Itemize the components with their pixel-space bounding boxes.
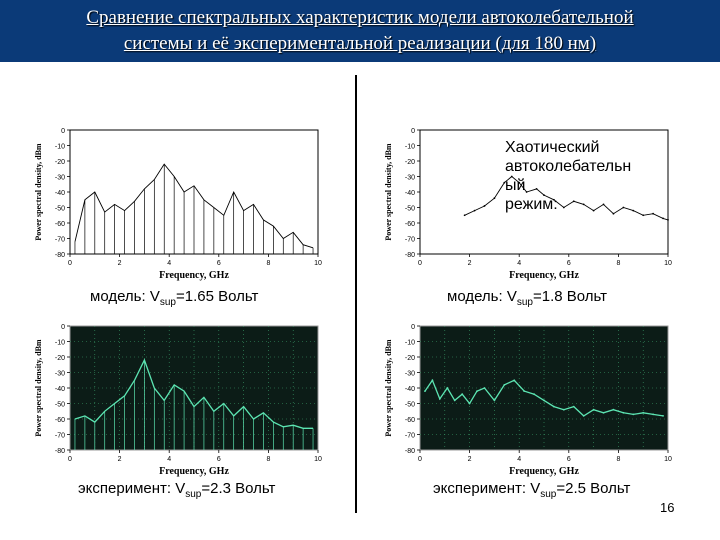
data-point	[503, 384, 505, 386]
y-tick-label: -50	[404, 401, 415, 409]
center-divider	[355, 75, 357, 513]
x-tick-label: 8	[266, 260, 271, 267]
y-axis-label: Power spectral density, dBm	[34, 143, 43, 241]
y-tick-label: -70	[404, 432, 415, 440]
x-axis-label: Frequency, GHz	[159, 270, 229, 281]
y-tick-label: -40	[54, 190, 65, 197]
slide-title-line-2: системы и её экспериментальной реализации (для 180 нм)	[123, 33, 597, 54]
x-tick-label: 0	[418, 456, 422, 463]
x-tick-label: 6	[566, 456, 571, 463]
y-tick-label: -60	[54, 221, 65, 228]
y-tick-label: -50	[54, 205, 65, 213]
data-point	[613, 409, 615, 411]
y-tick-label: -10	[404, 143, 415, 151]
y-tick-label: -30	[404, 174, 415, 182]
y-tick-label: -10	[404, 339, 415, 347]
x-tick-label: 10	[314, 456, 322, 463]
slide-title	[0, 0, 720, 62]
caption-model-1-8v: модель: $V_{sup}=1.8$ Вольт	[447, 288, 608, 308]
slide-title-line-1: Сравнение спектральных характеристик модели автоколебательной	[86, 7, 634, 28]
y-tick-label: -80	[404, 252, 415, 259]
annotation-line-3: ый	[505, 177, 526, 194]
y-tick-label: -80	[404, 448, 415, 455]
x-tick-label: 0	[68, 260, 72, 267]
y-tick-label: -30	[404, 370, 415, 378]
y-tick-label: -80	[54, 448, 65, 455]
data-point	[454, 400, 456, 402]
y-tick-label: 0	[411, 128, 415, 135]
data-point	[424, 390, 426, 392]
chart-svg	[30, 318, 330, 478]
data-point	[439, 398, 441, 400]
y-tick-label: -30	[54, 174, 65, 182]
data-point	[533, 393, 535, 395]
data-point	[494, 197, 496, 199]
x-tick-label: 10	[314, 260, 322, 267]
x-axis-label: Frequency, GHz	[509, 270, 579, 281]
y-tick-label: -20	[404, 159, 415, 166]
y-tick-label: -10	[54, 143, 65, 151]
caption-experiment-2-3v: эксперимент: $V_{sup}=2.3$ Вольт	[78, 480, 276, 500]
x-tick-label: 10	[664, 260, 672, 267]
data-point	[593, 409, 595, 411]
x-tick-label: 4	[517, 456, 522, 463]
y-tick-label: -40	[404, 190, 415, 197]
data-point	[652, 413, 654, 415]
data-point	[474, 210, 476, 212]
x-tick-label: 2	[467, 456, 472, 463]
data-point	[461, 393, 463, 395]
x-tick-label: 0	[418, 260, 422, 267]
spectrum-model-1-65v	[30, 122, 330, 282]
spectrum-experiment-2-5v	[380, 318, 680, 478]
y-tick-label: -70	[54, 236, 65, 244]
y-tick-label: -10	[54, 339, 65, 347]
y-tick-label: -20	[54, 355, 65, 362]
data-point	[464, 214, 466, 216]
x-tick-label: 4	[167, 456, 172, 463]
caption-experiment-2-5v: эксперимент: $V_{sup}=2.5$ Вольт	[433, 480, 631, 500]
y-tick-label: -60	[54, 417, 65, 424]
data-point	[476, 390, 478, 392]
x-tick-label: 6	[216, 456, 221, 463]
y-tick-label: -50	[404, 205, 415, 213]
chart-svg	[30, 122, 330, 282]
data-point	[603, 412, 605, 414]
y-tick-label: -20	[54, 159, 65, 166]
x-tick-label: 10	[664, 456, 672, 463]
data-point	[513, 379, 515, 381]
x-tick-label: 2	[467, 260, 472, 267]
chaotic-mode-annotation	[505, 138, 655, 214]
x-tick-label: 4	[517, 260, 522, 267]
y-tick-label: -20	[404, 355, 415, 362]
y-tick-label: -40	[404, 386, 415, 393]
y-tick-label: -70	[54, 432, 65, 440]
data-point	[432, 379, 434, 381]
x-tick-label: 6	[566, 260, 571, 267]
y-tick-label: -60	[404, 417, 415, 424]
data-point	[484, 205, 486, 207]
y-axis-label: Power spectral density, dBm	[34, 339, 43, 437]
caption-model-1-65v: модель: $V_{sup}=1.65$ Вольт	[90, 288, 259, 308]
y-tick-label: -80	[54, 252, 65, 259]
annotation-line-1: Хаотический	[505, 139, 600, 156]
x-tick-label: 8	[266, 456, 271, 463]
data-point	[642, 412, 644, 414]
x-axis-label: Frequency, GHz	[159, 466, 229, 477]
y-axis-label: Power spectral density, dBm	[384, 339, 393, 437]
annotation-line-4: режим:	[505, 196, 558, 213]
data-point	[642, 214, 644, 216]
x-tick-label: 4	[167, 260, 172, 267]
spectrum-experiment-2-3v	[30, 318, 330, 478]
x-axis-label: Frequency, GHz	[509, 466, 579, 477]
y-tick-label: -60	[404, 221, 415, 228]
x-tick-label: 8	[616, 260, 621, 267]
data-point	[622, 412, 624, 414]
y-axis-label: Power spectral density, dBm	[384, 143, 393, 241]
data-point	[667, 219, 669, 221]
x-tick-label: 8	[616, 456, 621, 463]
y-tick-label: -40	[54, 386, 65, 393]
data-point	[573, 406, 575, 408]
x-tick-label: 2	[117, 456, 122, 463]
chart-svg	[380, 318, 680, 478]
data-point	[553, 406, 555, 408]
data-point	[583, 415, 585, 417]
data-point	[523, 390, 525, 392]
data-point	[632, 413, 634, 415]
y-tick-label: 0	[61, 128, 65, 135]
data-point	[446, 387, 448, 389]
y-tick-label: -30	[54, 370, 65, 378]
annotation-line-2: автоколебательн	[505, 158, 632, 175]
x-tick-label: 6	[216, 260, 221, 267]
data-point	[469, 403, 471, 405]
y-tick-label: -50	[54, 401, 65, 409]
data-point	[662, 415, 664, 417]
y-tick-label: 0	[411, 324, 415, 331]
y-tick-label: 0	[61, 324, 65, 331]
data-point	[563, 409, 565, 411]
x-tick-label: 2	[117, 260, 122, 267]
data-point	[662, 217, 664, 219]
data-point	[543, 400, 545, 402]
x-tick-label: 0	[68, 456, 72, 463]
page-number: 16	[660, 500, 675, 515]
data-point	[494, 400, 496, 402]
y-tick-label: -70	[404, 236, 415, 244]
data-point	[484, 387, 486, 389]
